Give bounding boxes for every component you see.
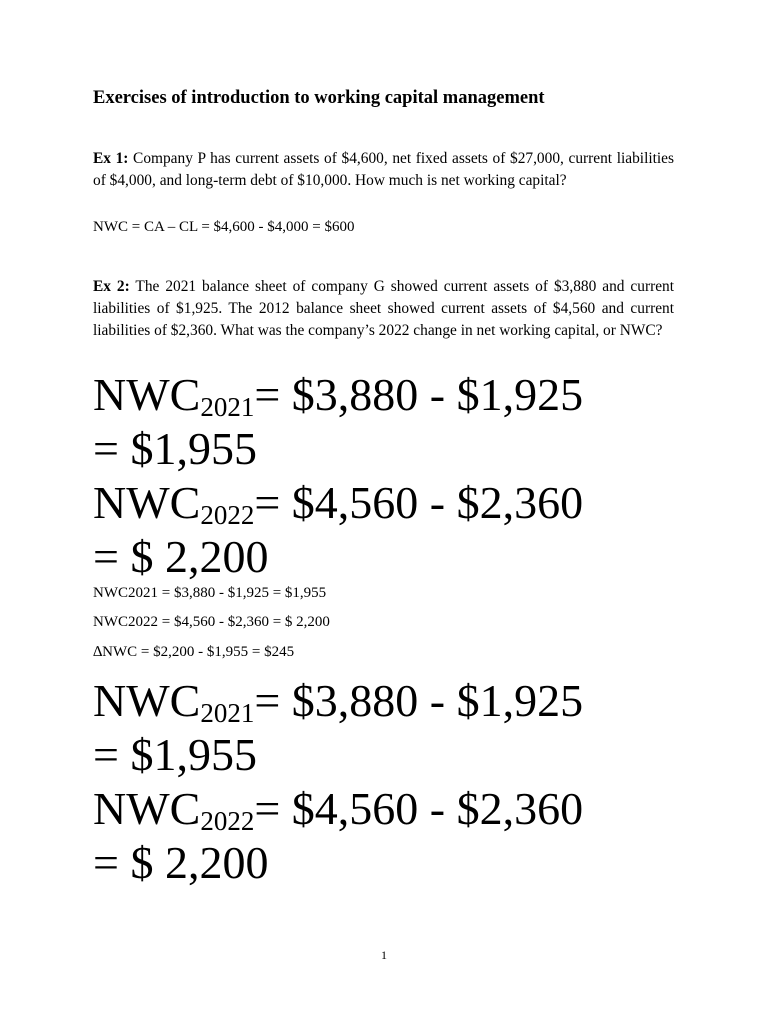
big-nwc-formula: = $4,560 - $2,360 [254, 783, 584, 834]
page-number: 1 [381, 948, 387, 962]
big-nwc-prefix: NWC [93, 369, 201, 420]
document-title: Exercises of introduction to working capital management [93, 88, 545, 108]
big-nwc-subscript: 2022 [200, 500, 255, 530]
big-nwc-subscript: 2021 [200, 698, 255, 728]
big-nwc-subscript: 2021 [200, 392, 255, 422]
big-equation-nwc2022 [93, 782, 583, 836]
big-nwc-subscript: 2022 [200, 806, 255, 836]
big-nwc-formula: = $3,880 - $1,925 [254, 675, 584, 726]
exercise-1-question [93, 148, 674, 192]
exercise-1-answer: NWC = CA – CL = $4,600 - $4,000 = $600 [93, 219, 355, 235]
big-nwc-formula: = $3,880 - $1,925 [254, 369, 584, 420]
exercise-1-label: Ex 1: [93, 150, 129, 167]
big-equation-result-2021: = $1,955 [93, 729, 257, 780]
exercise-2-question [93, 276, 674, 342]
exercise-2-label: Ex 2: [93, 278, 130, 295]
exercise-1-text: Company P has current assets of $4,600, net fixed assets of $27,000, current liabilities of $4,000, and long-term debt of $10,000. How much is net working capital? [93, 150, 674, 189]
big-equation-nwc2021 [93, 368, 583, 422]
big-equation-result-2021: = $1,955 [93, 423, 257, 474]
big-nwc-prefix: NWC [93, 675, 201, 726]
small-equation-nwc2021: NWC2021 = $3,880 - $1,925 = $1,955 [93, 585, 327, 601]
small-equation-delta-nwc: ∆NWC = $2,200 - $1,955 = $245 [93, 644, 295, 660]
big-nwc-formula: = $4,560 - $2,360 [254, 477, 584, 528]
big-equation-result-2022: = $ 2,200 [93, 531, 269, 582]
big-nwc-prefix: NWC [93, 477, 201, 528]
small-equation-nwc2022: NWC2022 = $4,560 - $2,360 = $ 2,200 [93, 614, 330, 630]
big-nwc-prefix: NWC [93, 783, 201, 834]
big-equation-nwc2021 [93, 674, 583, 728]
big-equation-nwc2022 [93, 476, 583, 530]
big-equation-result-2022: = $ 2,200 [93, 837, 269, 888]
exercise-2-text: The 2021 balance sheet of company G showed current assets of $3,880 and current liabilities of $1,925. The 2012 balance sheet showed current assets of $4,560 and current liabilities of $2,360. What was the company’s 2022 change in net working capital, or NWC? [93, 278, 674, 339]
